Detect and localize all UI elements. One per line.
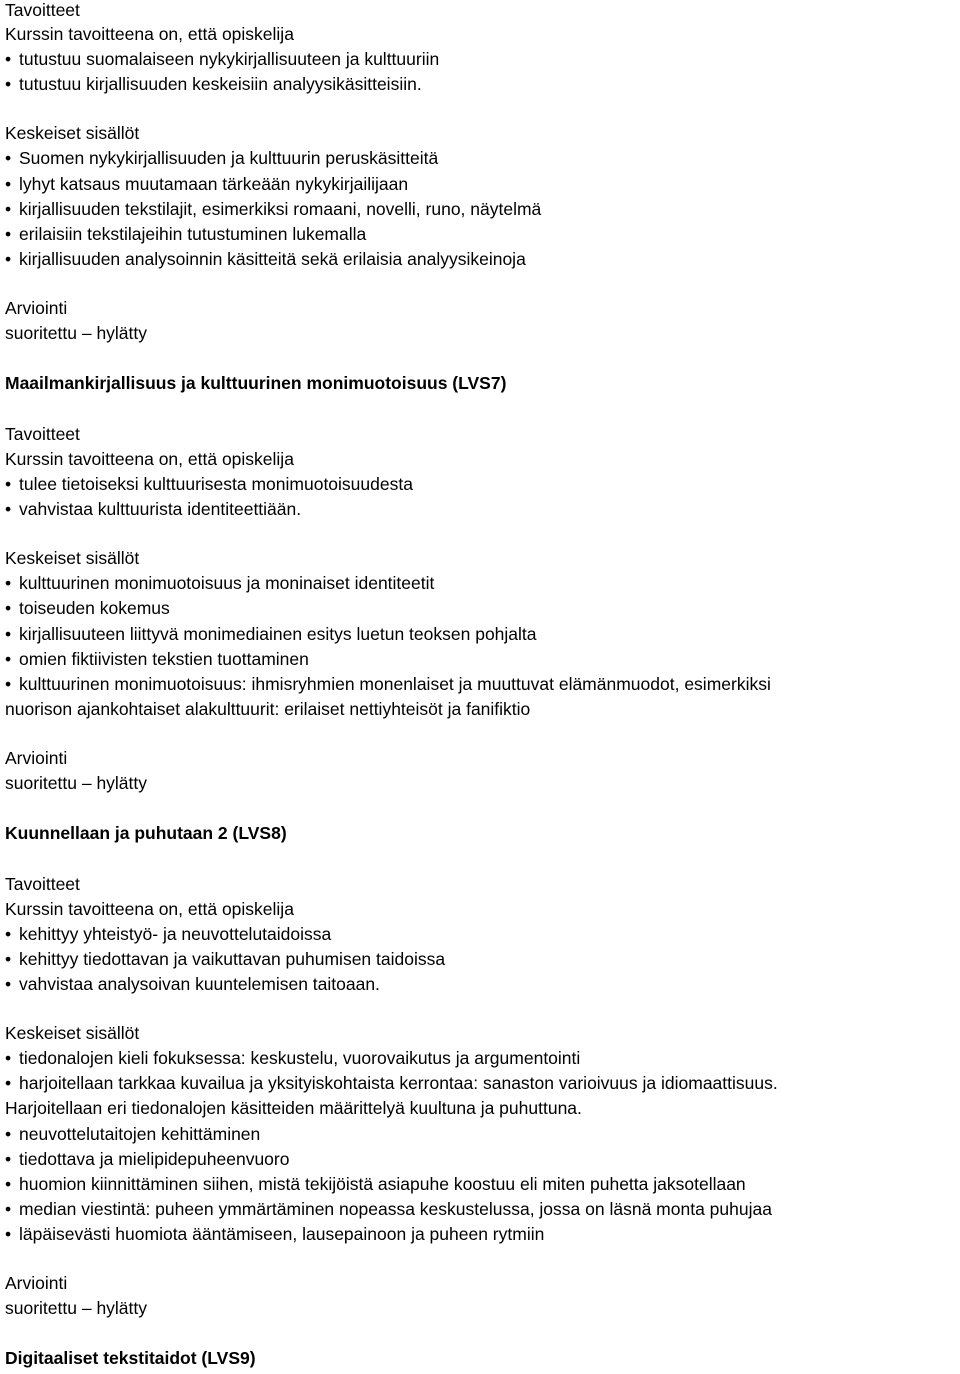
- bullet-icon: •: [5, 49, 12, 69]
- list-item: • harjoitellaan tarkkaa kuvailua ja yksityiskohtaista kerrontaa: sanaston varioivuus ja idiomaattisuus.: [5, 1073, 778, 1093]
- bullet-icon: •: [5, 674, 12, 694]
- arviointi-value: suoritettu – hylätty: [5, 323, 148, 343]
- course-title-lvs7: Maailmankirjallisuus ja kulttuurinen monimuotoisuus (LVS7): [5, 373, 507, 393]
- bullet-icon: •: [5, 1048, 12, 1068]
- bullet-icon: •: [5, 573, 12, 593]
- list-item: • tutustuu suomalaiseen nykykirjallisuuteen ja kulttuuriin: [5, 49, 440, 69]
- bullet-icon: •: [5, 74, 12, 94]
- list-item: • kirjallisuuden tekstilajit, esimerkiksi romaani, novelli, runo, näytelmä: [5, 199, 542, 219]
- list-item: • kulttuurinen monimuotoisuus ja moninaiset identiteetit: [5, 573, 435, 593]
- list-item: • toiseuden kokemus: [5, 598, 170, 618]
- list-item-continuation: nuorison ajankohtaiset alakulttuurit: erilaiset nettiyhteisöt ja fanifiktio: [5, 699, 531, 719]
- list-item: • huomion kiinnittäminen siihen, mistä tekijöistä asiapuhe koostuu eli miten puhetta jaksotellaan: [5, 1174, 746, 1194]
- bullet-icon: •: [5, 624, 12, 644]
- bullet-icon: •: [5, 249, 12, 269]
- list-item: • neuvottelutaitojen kehittäminen: [5, 1124, 261, 1144]
- list-item: • vahvistaa kulttuurista identiteettiään.: [5, 499, 302, 519]
- course-title-lvs8: Kuunnellaan ja puhutaan 2 (LVS8): [5, 823, 287, 843]
- list-item: • erilaisiin tekstilajeihin tutustuminen lukemalla: [5, 224, 367, 244]
- list-item: • omien fiktiivisten tekstien tuottaminen: [5, 649, 309, 669]
- goals-intro: Kurssin tavoitteena on, että opiskelija: [5, 24, 294, 44]
- section-label-tavoitteet: Tavoitteet: [5, 424, 80, 444]
- bullet-icon: •: [5, 1199, 12, 1219]
- bullet-icon: •: [5, 1149, 12, 1169]
- section-label-arviointi: Arviointi: [5, 298, 68, 318]
- list-item: • kirjallisuuteen liittyvä monimediainen esitys luetun teoksen pohjalta: [5, 624, 537, 644]
- bullet-icon: •: [5, 1073, 12, 1093]
- list-item: • läpäisevästi huomiota ääntämiseen, lausepainoon ja puheen rytmiin: [5, 1224, 545, 1244]
- bullet-icon: •: [5, 1174, 12, 1194]
- arviointi-value: suoritettu – hylätty: [5, 1298, 148, 1318]
- list-item: • median viestintä: puheen ymmärtäminen nopeassa keskustelussa, jossa on läsnä monta puhujaa: [5, 1199, 772, 1219]
- section-label-arviointi: Arviointi: [5, 1273, 68, 1293]
- list-item: • lyhyt katsaus muutamaan tärkeään nykykirjailijaan: [5, 174, 409, 194]
- list-item: • kirjallisuuden analysoinnin käsitteitä sekä erilaisia analyysikeinoja: [5, 249, 526, 269]
- list-item: • tiedonalojen kieli fokuksessa: keskustelu, vuorovaikutus ja argumentointi: [5, 1048, 581, 1068]
- goals-intro: Kurssin tavoitteena on, että opiskelija: [5, 899, 294, 919]
- bullet-icon: •: [5, 499, 12, 519]
- list-item: • vahvistaa analysoivan kuuntelemisen taitoaan.: [5, 974, 380, 994]
- course-title-lvs9: Digitaaliset tekstitaidot (LVS9): [5, 1348, 256, 1368]
- section-label-keskeiset-sisallot: Keskeiset sisällöt: [5, 123, 140, 143]
- list-item: • Suomen nykykirjallisuuden ja kulttuurin peruskäsitteitä: [5, 148, 439, 168]
- goals-intro: Kurssin tavoitteena on, että opiskelija: [5, 449, 294, 469]
- section-label-tavoitteet: Tavoitteet: [5, 0, 80, 20]
- list-item: • tulee tietoiseksi kulttuurisesta monimuotoisuudesta: [5, 474, 413, 494]
- section-label-keskeiset-sisallot: Keskeiset sisällöt: [5, 1023, 140, 1043]
- bullet-icon: •: [5, 598, 12, 618]
- bullet-icon: •: [5, 174, 12, 194]
- section-label-tavoitteet: Tavoitteet: [5, 874, 80, 894]
- bullet-icon: •: [5, 199, 12, 219]
- list-item-continuation: Harjoitellaan eri tiedonalojen käsitteiden määrittelyä kuultuna ja puhuttuna.: [5, 1098, 582, 1118]
- section-label-keskeiset-sisallot: Keskeiset sisällöt: [5, 548, 140, 568]
- list-item: • kulttuurinen monimuotoisuus: ihmisryhmien monenlaiset ja muuttuvat elämänmuodot, esimerkiksi: [5, 674, 771, 694]
- bullet-icon: •: [5, 148, 12, 168]
- list-item: • tiedottava ja mielipidepuheenvuoro: [5, 1149, 290, 1169]
- bullet-icon: •: [5, 949, 12, 969]
- arviointi-value: suoritettu – hylätty: [5, 773, 148, 793]
- bullet-icon: •: [5, 974, 12, 994]
- list-item: • kehittyy tiedottavan ja vaikuttavan puhumisen taidoissa: [5, 949, 446, 969]
- list-item: • kehittyy yhteistyö- ja neuvottelutaidoissa: [5, 924, 332, 944]
- list-item: • tutustuu kirjallisuuden keskeisiin analyysikäsitteisiin.: [5, 74, 422, 94]
- bullet-icon: •: [5, 224, 12, 244]
- bullet-icon: •: [5, 474, 12, 494]
- bullet-icon: •: [5, 1124, 12, 1144]
- section-label-arviointi: Arviointi: [5, 748, 68, 768]
- bullet-icon: •: [5, 1224, 12, 1244]
- bullet-icon: •: [5, 649, 12, 669]
- bullet-icon: •: [5, 924, 12, 944]
